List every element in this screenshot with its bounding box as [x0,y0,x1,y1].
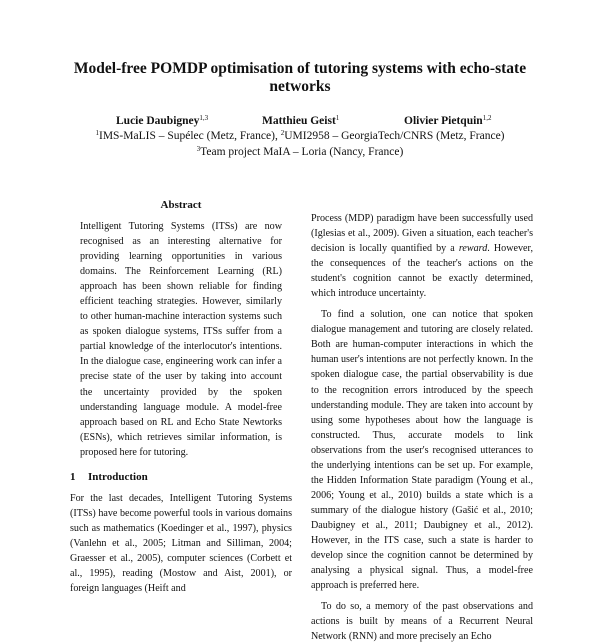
left-column [70,198,292,596]
author-affil-marker: 1 [335,114,340,122]
right-paragraph-2: To find a solution, one can notice that spoken dialogue management and tutoring are closely related. Both are human-computer interactions in which the human user's intentions are not perfectly known. In the spoken dialogue case, the partial observability is due to the recognition errors introduced by the speech understanding module. They are taken into account by using some hypotheses about how the language is constructed. Thus, accurate models to link observations from the user's recognised utterances to the underlying intentions can be set up. For example, the Hidden Information State paradigm (Young et al., 2006; Young et al., 2010) builds a state which is a summary of the dialogue history (Gašić et al., 2010; Daubigney et al., 2011; Daubigney et al., 2012). However, in the ITS case, such a state is harder to develop since the cognition cannot be determined by analysing a physical signal. Thus, a model-free approach is preferred here. [311,309,533,592]
affiliation-line-1 [0,129,600,142]
right-paragraph-1 [311,211,533,301]
author-3 [404,114,491,127]
author-1 [116,114,208,127]
author-name: Matthieu Geist [262,115,336,127]
section-heading-introduction [70,470,292,485]
section-number: 1 [70,470,76,483]
affil-marker: 1 [95,129,99,137]
author-affil-marker: 1,2 [482,114,492,122]
affiliation-line-2 [0,145,600,158]
affil-marker: 3 [196,145,201,153]
author-affil-marker: 1,3 [199,114,209,122]
affil-text: Team project MaIA – Loria (Nancy, France) [200,146,404,158]
introduction-paragraph: For the last decades, Intelligent Tutoring Systems (ITSs) have become powerful tools in various domains such as mathematics (Koedinger et al., 1997), physics (Vanlehn et al., 2005; Litman and Silliman, 2004; Graesser et al., 2005), computer sciences (Corbett et al., 1995), reading (Mostow and Aist, 2001), or foreign languages (Heift and [70,492,292,595]
abstract-text: Intelligent Tutoring Systems (ITSs) are now recognised as an interesting alternative for providing learning opportunities in various domains. The Reinforcement Learning (RL) approach has been shown reliable for finding efficient teaching strategies. However, similarly to other human-machine interaction systems such as spoken dialogue systems, ITSs suffer from a partial knowledge of the interlocutor's intentions. In the dialogue case, engineering work can infer a precise state of the user by taking into account the uncertainty provided by the spoken understanding language module. A model-free approach based on RL and Echo State Newtorks (ESNs), which retrieves similar information, is proposed here for tutoring. [80,221,282,458]
author-2 [262,114,339,127]
paragraph-text: Process (MDP) paradigm have been successfully used (Iglesias et al., 2009). Given a situation, each teacher's decision is locally quantified by a [311,213,533,255]
right-paragraph-3: To do so, a memory of the past observations and actions is built by means of a Recurrent Neural Network (RNN) and more precisely an Echo [311,601,533,643]
affil-text: IMS-MaLIS – Supélec (Metz, France), [98,130,281,142]
author-name: Olivier Pietquin [404,115,483,127]
abstract-heading: Abstract [160,199,202,211]
author-name: Lucie Daubigney [116,115,200,127]
affil-text: UMI2958 – GeorgiaTech/CNRS (Metz, France) [284,130,505,142]
right-column [311,211,533,644]
emphasized-term: reward [458,243,488,255]
paragraph-text: . However, the consequences of the teacher's actions on the student's cognition cannot be exactly determined, which introduce uncertainty. [311,243,533,300]
section-title: Introduction [88,470,148,483]
paper-title: Model-free POMDP optimisation of tutoring systems with echo-state networks [73,60,527,95]
affil-marker: 2 [280,129,285,137]
